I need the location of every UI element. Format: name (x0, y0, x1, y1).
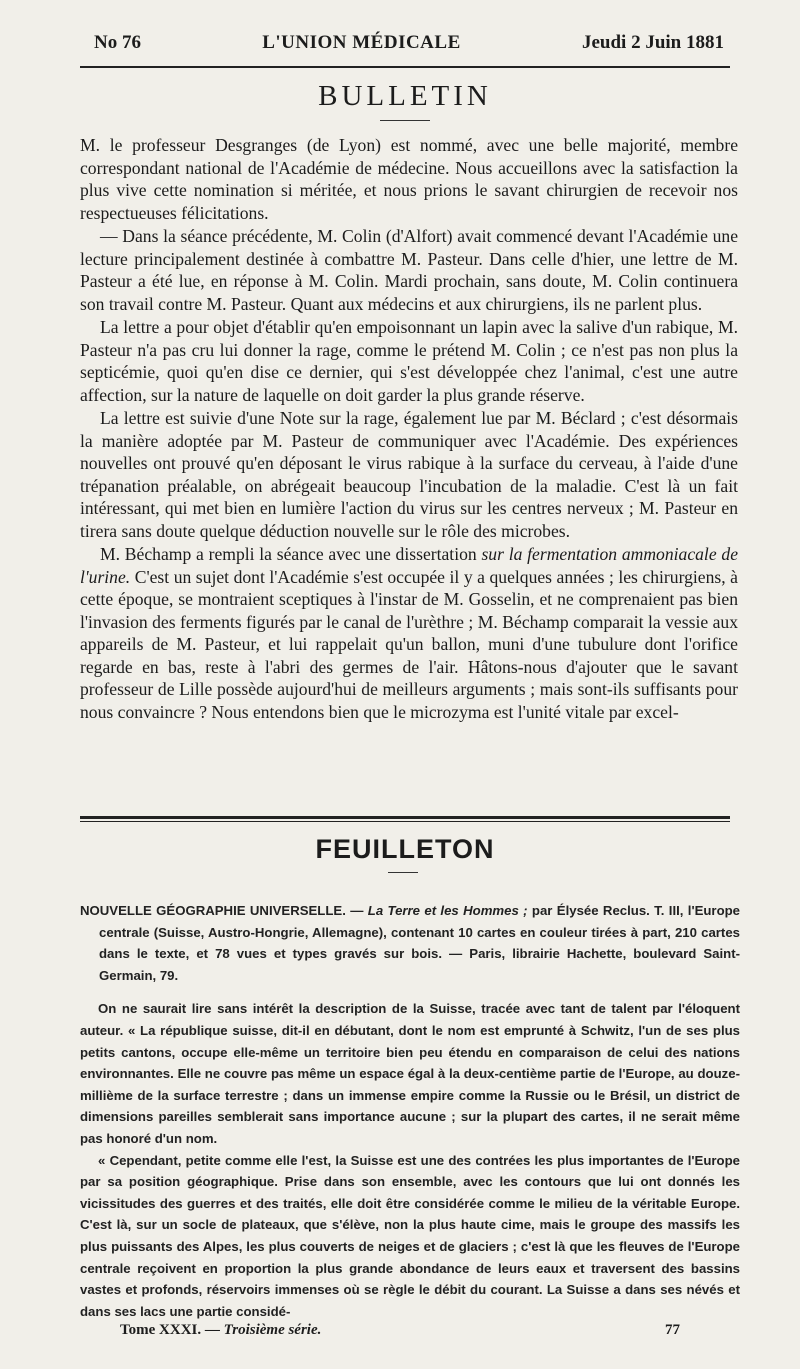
issue-number: No 76 (94, 32, 141, 53)
page-footer (80, 1322, 680, 1339)
series-label: Troisième série. (223, 1322, 322, 1338)
book-title: La Terre et les Hommes ; (367, 903, 528, 918)
feuilleton-body (80, 900, 740, 1322)
book-details: par Élysée Reclus. T. III, l'Europe centrale (Suisse, Austro-Hongrie, Allemagne), contenant 10 cartes en couleur tirées à part, 210 cartes dans le texte, et 78 vues et types gravés sur bois. — Paris, librairie Hachette, boulevard Saint-Germain, 79. (99, 903, 741, 983)
bulletin-title: BULLETIN (318, 80, 492, 112)
issue-date: Jeudi 2 Juin 1881 (581, 32, 724, 53)
book-reference (80, 900, 740, 986)
bulletin-paragraph (80, 543, 738, 723)
bulletin-paragraph: — Dans la séance précédente, M. Colin (d'Alfort) avait commencé devant l'Académie une lecture principalement destinée à combattre M. Pasteur. Dans celle d'hier, une lettre de M. Pasteur a été lue, en réponse à M. Colin. Mardi prochain, sans doute, M. Colin continuera son travail contre M. Pasteur. Quant aux médecins et aux chirurgiens, ils ne parlent plus. (80, 226, 738, 314)
feuilleton-paragraph: On ne saurait lire sans intérêt la description de la Suisse, tracée avec tant de talent par l'éloquent auteur. « La république suisse, dit-il en débutant, dont le nom est emprunté à Schwitz, l'un de ses plus petits cantons, occupe elle-même un territoire bien peu étendu en comparaison de celui des nations environnantes. Elle ne couvre pas même un espace égal à la deux-centième partie de l'Europe, au douze-millième de la surface terrestre ; dans un immense empire comme la Russie ou le Brésil, un district de dimensions pareilles semblerait sans importance aucune ; sur la plupart des cartes, il ne serait même pas honoré d'un nom. (80, 1001, 740, 1146)
bulletin-paragraph: M. le professeur Desgranges (de Lyon) est nommé, avec une belle majorité, membre correspondant national de l'Académie de médecine. Nous accueillons avec la satisfaction la plus vive cette nomination si méritée, et nous prions le savant chirurgien de recevoir nos respectueuses félicitations. (80, 135, 738, 223)
feuilleton-title-rule (388, 872, 418, 873)
text-run: M. Béchamp a rempli la séance avec une dissertation (100, 544, 482, 564)
volume-info (80, 1322, 321, 1339)
running-header (94, 32, 724, 62)
journal-title: L'UNION MÉDICALE (262, 32, 461, 53)
book-series: NOUVELLE GÉOGRAPHIE UNIVERSELLE. — (80, 903, 364, 918)
section-divider (80, 816, 730, 819)
bulletin-body (80, 134, 738, 724)
feuilleton-paragraph: « Cependant, petite comme elle l'est, la Suisse est une des contrées les plus importantes de l'Europe par sa position géographique. Prise dans son ensemble, avec les contours que lui ont donnés les vicissitudes des guerres et des traités, elle doit être considérée comme le milieu de la véritable Europe. C'est là, sur un socle de plateaux, que s'élève, non la plus haute cime, mais le groupe des massifs les plus puissants des Alpes, les plus couverts de neiges et de glaciers ; c'est là que les fleuves de l'Europe centrale reçoivent en proportion la plus grande abondance de leurs eaux et traversent des bassins vastes et profonds, réservoirs immenses où se règle le débit du courant. La Suisse a dans ses névés et dans ses lacs une partie considé- (80, 1152, 740, 1319)
page-number: 77 (665, 1322, 680, 1338)
bulletin-paragraph: La lettre est suivie d'une Note sur la rage, également lue par M. Béclard ; c'est désormais la manière adoptée par M. Pasteur de communiquer avec l'Académie. Des expériences nouvelles ont prouvé qu'en déposant le virus rabique à la surface du cerveau, à l'aide d'une trépanation préalable, on abrégeait beaucoup l'incubation de la maladie. C'est là un fait intéressant, qui met bien en lumière l'action du virus sur les centres nerveux ; M. Pasteur en tirera sans doute quelque déduction nouvelle sur le rôle des microbes. (80, 408, 738, 541)
text-run: C'est un sujet dont l'Académie s'est occupée il y a quelques années ; les chirurgiens, à cette époque, se montraient sceptiques à l'instar de M. Gosselin, et ne comprenaient pas bien l'invasion des ferments figurés par le canal de l'urèthre ; M. Béchamp comparait la vessie aux appareils de M. Pasteur, et lui rappelait qu'un ballon, muni d'une tubulure dont l'orifice regarde en bas, reste à l'abri des germes de l'air. Hâtons-nous d'ajouter que le savant professeur de Lille possède aujourd'hui de meilleurs arguments ; mais sont-ils suffisants pour nous convaincre ? Nous entendons bien que le microzyma est l'unité vitale par excel- (80, 566, 738, 722)
bulletin-paragraph: La lettre a pour objet d'établir qu'en empoisonnant un lapin avec la salive d'un rabique, M. Pasteur n'a pas cru lui donner la rage, comme le prétend M. Colin ; ce n'est pas non plus la septicémie, quoi qu'en dise ce dernier, qui s'est développée chez l'animal, c'est une autre affection, sur la nature de laquelle on doit garder la plus grande réserve. (80, 317, 738, 405)
feuilleton-title: FEUILLETON (315, 834, 495, 864)
volume-label: Tome XXXI. — (120, 1322, 220, 1338)
bulletin-title-rule (380, 120, 430, 121)
section-divider-thin (80, 821, 730, 822)
header-rule (80, 66, 730, 68)
italic-title: sur la fermentation ammoniacale de l'urine. (80, 544, 739, 587)
